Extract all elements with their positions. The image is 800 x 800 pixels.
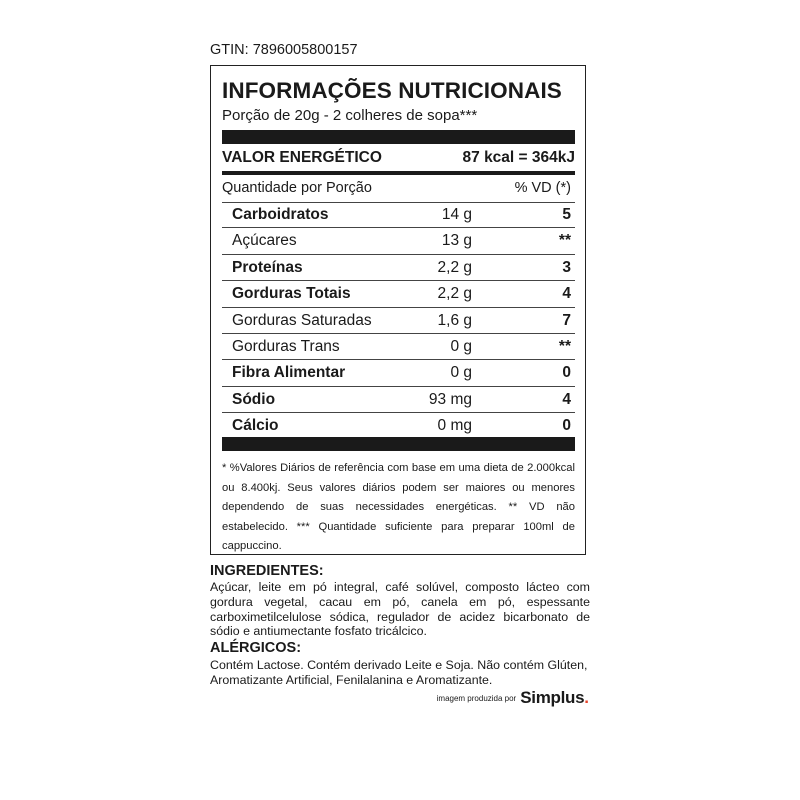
divider-bar-thin: [222, 171, 575, 175]
nutrient-name: Sódio: [232, 390, 276, 408]
energy-label: VALOR ENERGÉTICO: [222, 149, 382, 166]
nutrient-amount: 93 mg: [428, 390, 472, 408]
brand-prefix: imagem produzida por: [436, 693, 517, 703]
nutrient-amount: 0 g: [450, 364, 472, 382]
nutrient-vd: 0: [562, 417, 571, 435]
nutrient-name: Cálcio: [232, 417, 279, 435]
divider-bar-bottom: [222, 437, 575, 451]
nutrient-amount: 1,6 g: [437, 311, 472, 329]
allergens-text: Contém Lactose. Contém derivado Leite e Soja. Não contém Glúten, Aromatizante Artificial, Fenilalanina e Aromatizante.: [210, 658, 588, 687]
nutrition-facts-panel: [210, 65, 586, 555]
nutrient-vd: 3: [562, 258, 571, 276]
energy-value: 87 kcal = 364kJ: [462, 149, 575, 166]
nutrient-name: Carboidratos: [232, 206, 329, 223]
footnote: * %Valores Diários de referência com base em uma dieta de 2.000kcal ou 8.400kj. Seus valores diários podem ser maiores ou menores dependendo de suas necessidades energéticas. ** VD não estabelecido. *** Quantidade suficiente para preparar 100ml de cappuccino.: [222, 462, 575, 552]
nutrient-row: [222, 413, 575, 439]
brand-logo: Simplus: [520, 688, 585, 707]
nutrient-row: [222, 387, 575, 413]
ingredients-text: Açúcar, leite em pó integral, café solúvel, composto lácteo com gordura vegetal, cacau em pó, canela em pó, espessante carboximetilcelulose sódica, regulador de acidez bicarbonato de sódio e antiumectante fosfato tricálcico.: [210, 580, 590, 639]
nutrient-name: Proteínas: [232, 258, 303, 276]
energy-row: [222, 144, 575, 172]
allergens-title: ALÉRGICOS:: [210, 640, 302, 656]
ingredients-title: INGREDIENTES:: [210, 563, 324, 579]
nutrient-amount: 13 g: [441, 232, 472, 250]
nutrient-amount: 0 g: [450, 337, 472, 355]
brand-credit: [437, 688, 589, 708]
nutrient-row: [222, 255, 575, 281]
nutrient-name: Gorduras Totais: [232, 285, 351, 303]
gtin-code: GTIN: 7896005800157: [210, 42, 358, 58]
nutrient-name: Fibra Alimentar: [232, 364, 346, 382]
portion-size: Porção de 20g - 2 colheres de sopa***: [222, 107, 478, 124]
quantity-header-row: [222, 176, 575, 203]
nutrient-vd: 7: [562, 311, 571, 329]
nutrient-vd: 4: [562, 390, 571, 408]
nutrient-rows: [222, 202, 575, 440]
nutrient-name: Açúcares: [232, 232, 297, 250]
nutrient-vd: 5: [562, 206, 571, 223]
divider-bar-top: [222, 130, 575, 144]
nutrient-amount: 2,2 g: [437, 258, 472, 276]
nutrient-name: Gorduras Trans: [232, 337, 340, 355]
nutrient-vd: **: [558, 337, 571, 355]
nutrient-name: Gorduras Saturadas: [232, 311, 372, 329]
brand-dot: .: [584, 688, 589, 707]
nutrient-row: [222, 281, 575, 307]
nutrient-amount: 14 g: [441, 206, 472, 223]
quantity-header: Quantidade por Porção: [222, 180, 372, 196]
panel-title: INFORMAÇÕES NUTRICIONAIS: [222, 78, 562, 103]
nutrient-row: [222, 228, 575, 254]
nutrient-row: [222, 308, 575, 334]
nutrient-vd: 0: [562, 364, 571, 382]
nutrient-row: [222, 360, 575, 386]
nutrient-row: [222, 334, 575, 360]
nutrient-vd: 4: [562, 285, 571, 303]
nutrient-amount: 2,2 g: [437, 285, 472, 303]
nutrient-row: [222, 202, 575, 228]
nutrient-vd: **: [558, 232, 571, 250]
vd-header: % VD (*): [514, 180, 571, 196]
nutrient-amount: 0 mg: [437, 417, 472, 435]
